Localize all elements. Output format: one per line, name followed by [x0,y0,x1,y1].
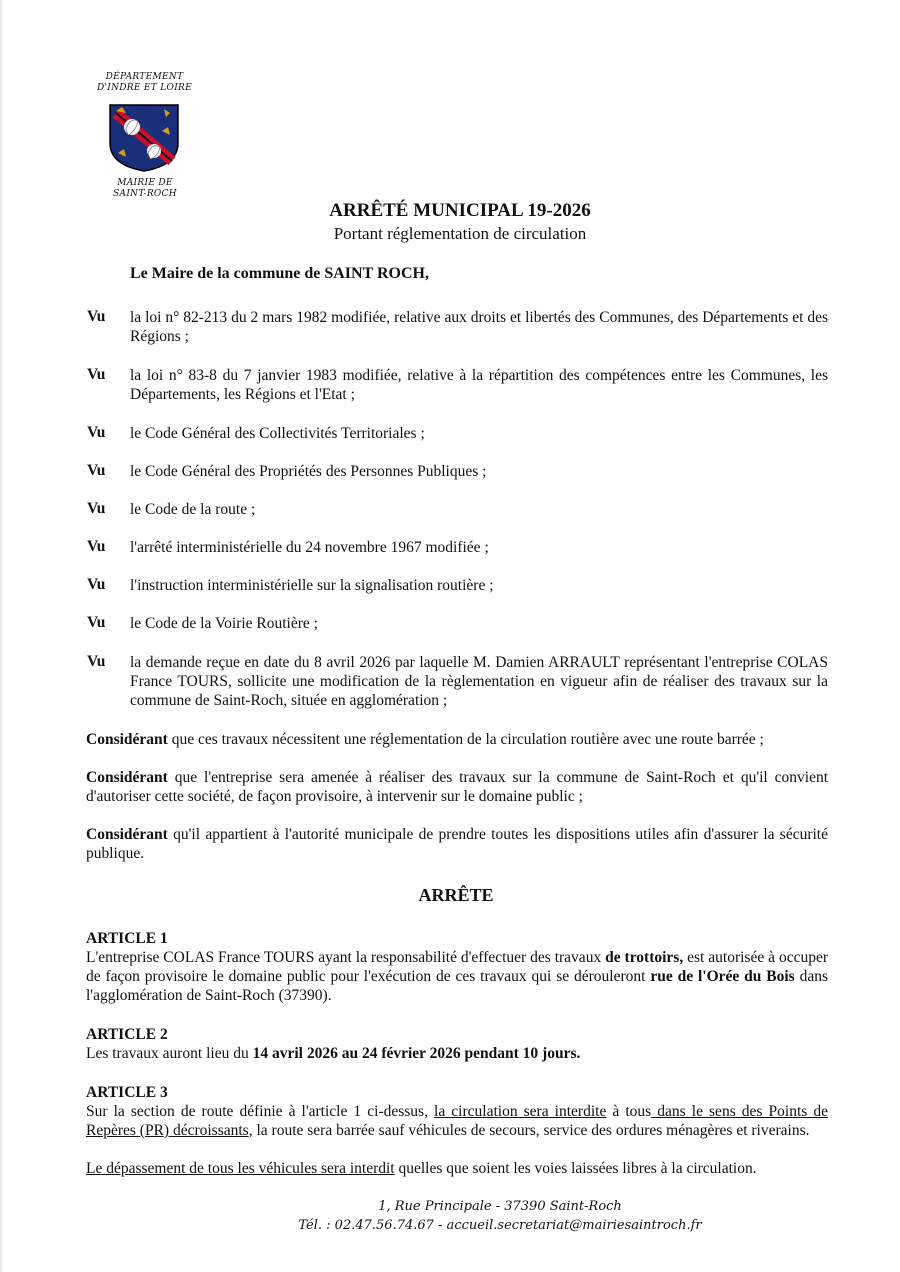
vu-label: Vu [87,538,106,555]
article-3-body [86,1102,828,1140]
considerant-text: que ces travaux nécessitent une réglementation de la circulation routière avec une route barrée ; [171,731,764,748]
vu-item [87,653,828,710]
vu-label: Vu [87,653,106,670]
footer-contact: Tél. : 02.47.56.74.67 - accueil.secretariat@mairiesaintroch.fr [298,1218,702,1233]
mairie-label [90,178,200,200]
article-3-title: ARTICLE 3 [86,1084,168,1101]
vu-label: Vu [87,366,106,383]
article-3-text-2: à tous [606,1103,652,1120]
article-1-text-2: est autorisée à occuper de façon provisoire le domaine public pour l'exécution de ces travaux qui se dérouleront [86,949,828,985]
vu-item [87,500,828,519]
vu-label: Vu [87,614,106,631]
department-line-1: DÉPARTEMENT [105,72,184,82]
vu-label: Vu [87,500,106,517]
vu-text: la loi n° 82-213 du 2 mars 1982 modifiée, relative aux droits et libertés des Communes, des Départements et des Régions ; [130,309,828,345]
vu-item [87,424,828,443]
vu-text: le Code Général des Collectivités Territoriales ; [130,425,425,442]
considerant-paragraph [86,825,828,863]
article-3-text-1: Sur la section de route définie à l'article 1 ci-dessus, [86,1103,435,1120]
vu-text: le Code de la Voirie Routière ; [130,615,318,632]
vu-label: Vu [87,308,106,325]
article-2-body [86,1044,828,1063]
considerant-label: Considérant [86,826,168,843]
document-title: ARRÊTÉ MUNICIPAL 19-2026 [329,200,591,221]
article-1-text-1: L'entreprise COLAS France TOURS ayant la responsabilité d'effectuer des travaux [86,949,606,966]
scan-edge [0,0,2,1272]
article-1-bold-2: rue de l'Orée du Bois [650,968,795,985]
document-subtitle: Portant réglementation de circulation [333,224,587,243]
article-3-text-3: , la route sera barrée sauf véhicules de secours, service des ordures ménagères et riverains. [248,1122,810,1139]
vu-item [87,308,828,346]
vu-text: l'instruction interministérielle sur la signalisation routière ; [130,577,494,594]
article-1-body [86,948,828,1005]
article-3-underline-1: la circulation sera interdite [434,1103,607,1120]
vu-label: Vu [87,424,106,441]
vu-text: le Code Général des Propriétés des Personnes Publiques ; [130,463,487,480]
department-line-2: D'INDRE ET LOIRE [96,83,193,93]
vu-item [87,366,828,404]
vu-text: la loi n° 83-8 du 7 janvier 1983 modifiée, relative à la répartition des compétences entre les Communes, les Départements, les Régions et l'Etat ; [130,367,828,403]
vu-item [87,576,828,595]
article-3-underline-2: dans le sens des Points de Repères (PR) décroissants [86,1103,829,1139]
vu-label: Vu [87,462,106,479]
vu-item [87,614,828,633]
vu-item [87,462,828,481]
article-3-underline-3: Le dépassement de tous les véhicules sera interdit [86,1160,395,1177]
article-3 [86,1083,828,1178]
considerant-label: Considérant [86,769,168,786]
article-1 [86,929,828,1005]
considerant-paragraph [86,768,828,806]
vu-item [87,538,828,557]
vu-label: Vu [87,576,106,593]
article-1-text-3: dans l'agglomération de Saint-Roch (37390). [86,968,828,1004]
article-2 [86,1025,828,1063]
vu-text: l'arrêté interministérielle du 24 novembre 1967 modifiée ; [130,539,489,556]
considerant-label: Considérant [86,731,168,748]
article-2-text-1: Les travaux auront lieu du [86,1045,253,1062]
considerant-text: que l'entreprise sera amenée à réaliser des travaux sur la commune de Saint-Roch et qu'il convient d'autoriser cette société, de façon provisoire, à intervenir sur le domaine public ; [86,769,829,805]
department-label [82,72,207,94]
vu-text: la demande reçue en date du 8 avril 2026 par laquelle M. Damien ARRAULT représentant l'entreprise COLAS France TOURS, sollicite une modification de la règlementation en vigueur afin de réaliser des travaux sur la commune de Saint-Roch, située en agglomération ; [130,654,828,709]
considerant-text: qu'il appartient à l'autorité municipale de prendre toutes les dispositions utiles afin d'assurer la sécurité publique. [86,826,828,862]
vu-text: le Code de la route ; [130,501,256,518]
mayor-heading: Le Maire de la commune de SAINT ROCH, [130,265,429,282]
article-3-text-4: quelles que soient les voies laissées libres à la circulation. [394,1160,757,1177]
arrete-heading: ARRÊTE [418,885,494,905]
article-2-title: ARTICLE 2 [86,1026,168,1043]
considerant-paragraph [86,730,828,749]
article-1-bold-1: de trottoirs, [605,949,684,966]
article-1-title: ARTICLE 1 [86,930,168,947]
coat-of-arms-icon [108,103,180,173]
mairie-line-2: SAINT-ROCH [113,189,177,199]
article-2-bold-1: 14 avril 2026 au 24 février 2026 pendant 10 jours. [252,1045,581,1062]
footer-address: 1, Rue Principale - 37390 Saint-Roch [378,1199,622,1214]
article-3-overtaking [86,1159,828,1178]
mairie-line-1: MAIRIE DE [117,178,173,188]
